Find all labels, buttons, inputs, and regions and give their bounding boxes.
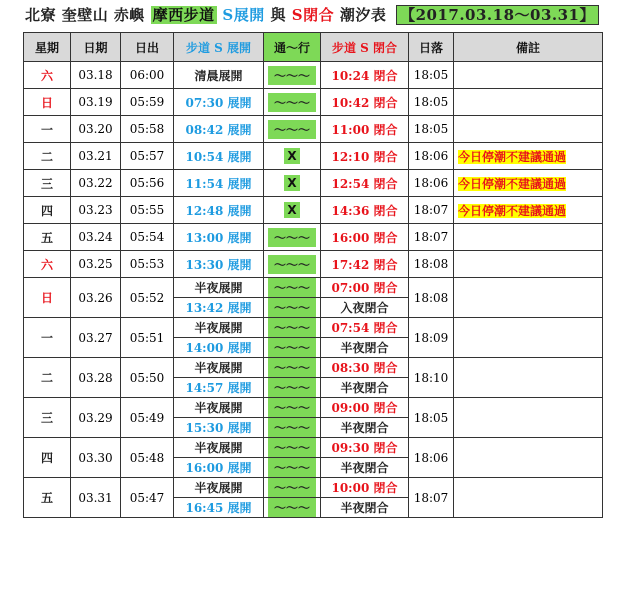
open-time-cell: 清晨展開 <box>174 62 264 89</box>
close-time-cell: 10:42 閉合 <box>321 89 409 116</box>
sunrise-cell: 05:59 <box>121 89 174 116</box>
table-row <box>24 398 603 418</box>
table-body <box>24 62 603 518</box>
date-cell: 03.28 <box>71 358 121 398</box>
table-row <box>24 224 603 251</box>
passable-mark: ～～～ <box>268 498 316 517</box>
weekday-cell: 五 <box>24 478 71 518</box>
open-time-cell: 16:00 展開 <box>174 458 264 478</box>
passable-mark: ～～～ <box>268 358 316 377</box>
header-note: 備註 <box>454 33 603 62</box>
table-row <box>24 116 603 143</box>
close-time-cell: 17:42 閉合 <box>321 251 409 278</box>
note-cell <box>454 358 603 398</box>
walk-status-cell <box>264 170 321 197</box>
table-row <box>24 89 603 116</box>
note-cell <box>454 478 603 518</box>
header-sunrise: 日出 <box>121 33 174 62</box>
open-time-cell: 13:30 展開 <box>174 251 264 278</box>
walk-status-cell <box>264 398 321 418</box>
sunrise-cell: 05:48 <box>121 438 174 478</box>
title-path: 摩西步道 <box>152 6 215 24</box>
header-open: 步道 S 展開 <box>174 33 264 62</box>
walk-status-cell <box>264 143 321 170</box>
header-walk: 通～行 <box>264 33 321 62</box>
passable-mark: ～～～ <box>268 93 316 112</box>
passable-mark: ～～～ <box>268 278 316 297</box>
note-cell <box>454 251 603 278</box>
close-time-cell: 16:00 閉合 <box>321 224 409 251</box>
warning-note: 今日停潮不建議通過 <box>458 176 567 191</box>
weekday-cell: 二 <box>24 143 71 170</box>
sunrise-cell: 06:00 <box>121 62 174 89</box>
walk-status-cell <box>264 224 321 251</box>
date-cell: 03.30 <box>71 438 121 478</box>
weekday-cell: 五 <box>24 224 71 251</box>
title-s-close: S閉合 <box>291 6 335 24</box>
note-cell <box>454 143 603 170</box>
walk-status-cell <box>264 89 321 116</box>
walk-status-cell <box>264 298 321 318</box>
sunrise-cell: 05:53 <box>121 251 174 278</box>
sunset-cell: 18:07 <box>409 478 454 518</box>
open-time-cell: 半夜展開 <box>174 438 264 458</box>
date-cell: 03.22 <box>71 170 121 197</box>
weekday-cell: 六 <box>24 251 71 278</box>
weekday-cell: 四 <box>24 197 71 224</box>
warning-note: 今日停潮不建議通過 <box>458 203 567 218</box>
table-row <box>24 478 603 498</box>
open-time-cell: 15:30 展開 <box>174 418 264 438</box>
weekday-cell: 一 <box>24 116 71 143</box>
title-location: 北寮 奎壁山 赤嶼 <box>24 6 145 24</box>
note-cell <box>454 398 603 438</box>
table-row <box>24 251 603 278</box>
walk-status-cell <box>264 197 321 224</box>
open-time-cell: 08:42 展開 <box>174 116 264 143</box>
open-time-cell: 13:42 展開 <box>174 298 264 318</box>
close-time-cell: 半夜閉合 <box>321 498 409 518</box>
passable-mark: ～～～ <box>268 458 316 477</box>
table-row <box>24 170 603 197</box>
note-cell <box>454 62 603 89</box>
sunset-cell: 18:05 <box>409 89 454 116</box>
sunrise-cell: 05:57 <box>121 143 174 170</box>
sunrise-cell: 05:55 <box>121 197 174 224</box>
close-time-cell: 07:54 閉合 <box>321 318 409 338</box>
close-time-cell: 11:00 閉合 <box>321 116 409 143</box>
open-time-cell: 半夜展開 <box>174 358 264 378</box>
sunset-cell: 18:08 <box>409 251 454 278</box>
walk-status-cell <box>264 418 321 438</box>
close-time-cell: 12:10 閉合 <box>321 143 409 170</box>
open-time-cell: 14:00 展開 <box>174 338 264 358</box>
passable-mark: ～～～ <box>268 418 316 437</box>
sunset-cell: 18:10 <box>409 358 454 398</box>
no-pass-mark: X <box>284 175 299 191</box>
title-and: 與 <box>270 6 287 24</box>
header-sunset: 日落 <box>409 33 454 62</box>
close-time-cell: 半夜閉合 <box>321 458 409 478</box>
note-cell <box>454 224 603 251</box>
date-cell: 03.31 <box>71 478 121 518</box>
sunset-cell: 18:07 <box>409 197 454 224</box>
sunset-cell: 18:05 <box>409 62 454 89</box>
close-time-cell: 09:00 閉合 <box>321 398 409 418</box>
walk-status-cell <box>264 438 321 458</box>
sunset-cell: 18:06 <box>409 438 454 478</box>
sunset-cell: 18:05 <box>409 116 454 143</box>
note-cell <box>454 116 603 143</box>
weekday-cell: 三 <box>24 170 71 197</box>
table-row <box>24 143 603 170</box>
open-time-cell: 半夜展開 <box>174 278 264 298</box>
open-time-cell: 12:48 展開 <box>174 197 264 224</box>
sunrise-cell: 05:56 <box>121 170 174 197</box>
sunset-cell: 18:05 <box>409 398 454 438</box>
close-time-cell: 半夜閉合 <box>321 338 409 358</box>
passable-mark: ～～～ <box>268 478 316 497</box>
table-row <box>24 438 603 458</box>
sunrise-cell: 05:50 <box>121 358 174 398</box>
weekday-cell: 二 <box>24 358 71 398</box>
date-cell: 03.26 <box>71 278 121 318</box>
walk-status-cell <box>264 62 321 89</box>
walk-status-cell <box>264 318 321 338</box>
sunrise-cell: 05:47 <box>121 478 174 518</box>
open-time-cell: 半夜展開 <box>174 398 264 418</box>
close-time-cell: 08:30 閉合 <box>321 358 409 378</box>
tide-table <box>23 32 603 518</box>
sunset-cell: 18:08 <box>409 278 454 318</box>
open-time-cell: 16:45 展開 <box>174 498 264 518</box>
open-time-cell: 半夜展開 <box>174 478 264 498</box>
weekday-cell: 一 <box>24 318 71 358</box>
passable-mark: ～～～ <box>268 298 316 317</box>
warning-note: 今日停潮不建議通過 <box>458 149 567 164</box>
no-pass-mark: X <box>284 202 299 218</box>
table-row <box>24 62 603 89</box>
note-cell <box>454 89 603 116</box>
close-time-cell: 半夜閉合 <box>321 378 409 398</box>
note-cell <box>454 170 603 197</box>
note-cell <box>454 318 603 358</box>
open-time-cell: 14:57 展開 <box>174 378 264 398</box>
walk-status-cell <box>264 116 321 143</box>
note-cell <box>454 278 603 318</box>
sunrise-cell: 05:58 <box>121 116 174 143</box>
passable-mark: ～～～ <box>268 120 316 139</box>
sunrise-cell: 05:52 <box>121 278 174 318</box>
passable-mark: ～～～ <box>268 378 316 397</box>
title-date-range: 【2017.03.18～03.31】 <box>396 5 599 25</box>
walk-status-cell <box>264 358 321 378</box>
table-row <box>24 318 603 338</box>
date-cell: 03.25 <box>71 251 121 278</box>
date-cell: 03.24 <box>71 224 121 251</box>
note-cell <box>454 438 603 478</box>
table-row <box>24 358 603 378</box>
sunset-cell: 18:06 <box>409 143 454 170</box>
close-time-cell: 07:00 閉合 <box>321 278 409 298</box>
date-cell: 03.21 <box>71 143 121 170</box>
weekday-cell: 日 <box>24 89 71 116</box>
page-title <box>0 4 624 25</box>
date-cell: 03.23 <box>71 197 121 224</box>
passable-mark: ～～～ <box>268 228 316 247</box>
walk-status-cell <box>264 278 321 298</box>
title-suffix: 潮汐表 <box>339 6 387 24</box>
date-cell: 03.18 <box>71 62 121 89</box>
no-pass-mark: X <box>284 148 299 164</box>
passable-mark: ～～～ <box>268 438 316 457</box>
header-date: 日期 <box>71 33 121 62</box>
walk-status-cell <box>264 251 321 278</box>
open-time-cell: 半夜展開 <box>174 318 264 338</box>
close-time-cell: 10:00 閉合 <box>321 478 409 498</box>
note-cell <box>454 197 603 224</box>
sunrise-cell: 05:51 <box>121 318 174 358</box>
date-cell: 03.20 <box>71 116 121 143</box>
sunset-cell: 18:06 <box>409 170 454 197</box>
open-time-cell: 13:00 展開 <box>174 224 264 251</box>
sunset-cell: 18:09 <box>409 318 454 358</box>
open-time-cell: 10:54 展開 <box>174 143 264 170</box>
walk-status-cell <box>264 338 321 358</box>
passable-mark: ～～～ <box>268 318 316 337</box>
close-time-cell: 09:30 閉合 <box>321 438 409 458</box>
passable-mark: ～～～ <box>268 338 316 357</box>
table-row <box>24 197 603 224</box>
close-time-cell: 半夜閉合 <box>321 418 409 438</box>
close-time-cell: 12:54 閉合 <box>321 170 409 197</box>
walk-status-cell <box>264 498 321 518</box>
open-time-cell: 11:54 展開 <box>174 170 264 197</box>
passable-mark: ～～～ <box>268 255 316 274</box>
walk-status-cell <box>264 458 321 478</box>
title-s-open: S展開 <box>222 6 265 24</box>
table-row <box>24 278 603 298</box>
sunrise-cell: 05:49 <box>121 398 174 438</box>
date-cell: 03.27 <box>71 318 121 358</box>
weekday-cell: 日 <box>24 278 71 318</box>
weekday-cell: 四 <box>24 438 71 478</box>
close-time-cell: 10:24 閉合 <box>321 62 409 89</box>
passable-mark: ～～～ <box>268 66 316 85</box>
weekday-cell: 六 <box>24 62 71 89</box>
walk-status-cell <box>264 478 321 498</box>
passable-mark: ～～～ <box>268 398 316 417</box>
close-time-cell: 14:36 閉合 <box>321 197 409 224</box>
header-close: 步道 S 閉合 <box>321 33 409 62</box>
close-time-cell: 入夜閉合 <box>321 298 409 318</box>
walk-status-cell <box>264 378 321 398</box>
sunrise-cell: 05:54 <box>121 224 174 251</box>
sunset-cell: 18:07 <box>409 224 454 251</box>
header-row <box>24 33 603 62</box>
open-time-cell: 07:30 展開 <box>174 89 264 116</box>
header-weekday: 星期 <box>24 33 71 62</box>
date-cell: 03.19 <box>71 89 121 116</box>
weekday-cell: 三 <box>24 398 71 438</box>
date-cell: 03.29 <box>71 398 121 438</box>
